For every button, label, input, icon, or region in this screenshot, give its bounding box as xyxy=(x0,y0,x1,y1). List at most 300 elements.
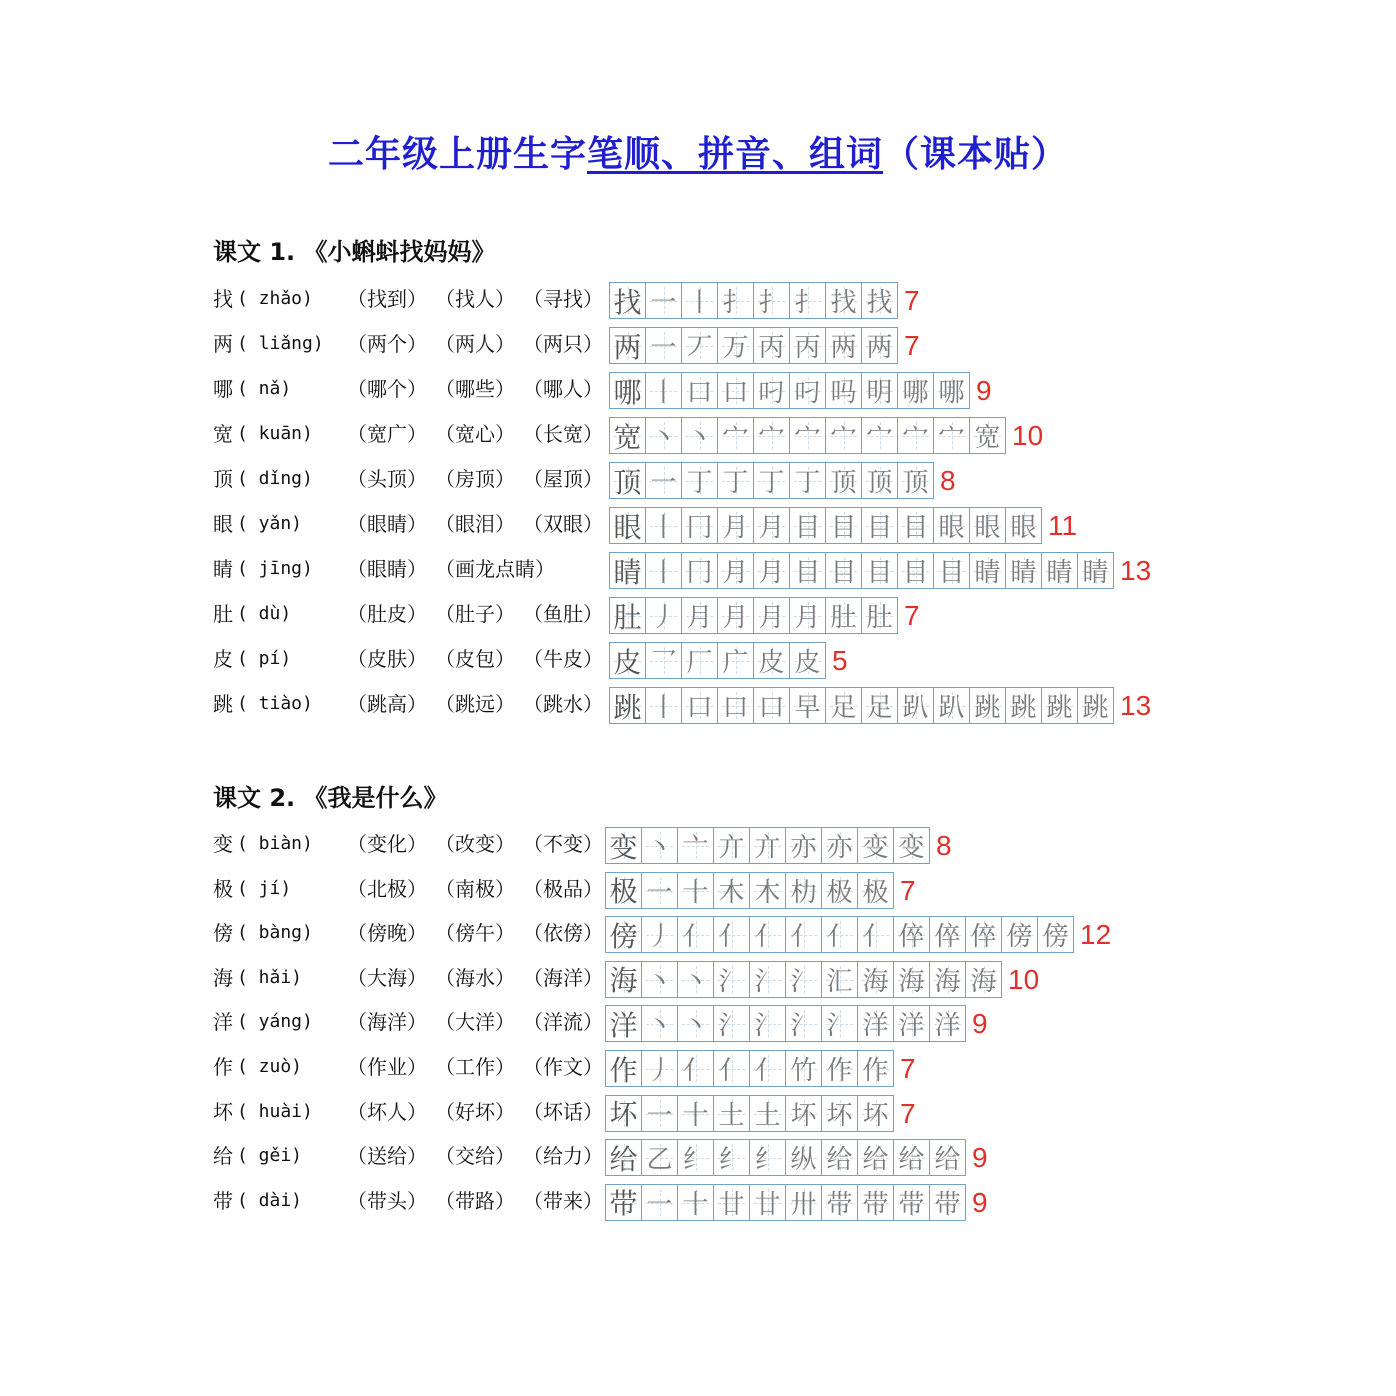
stroke-glyph: 作 xyxy=(826,1056,853,1086)
stroke-cell xyxy=(785,1095,822,1132)
stroke-glyph: 亣 xyxy=(718,833,745,863)
pinyin: ( zuò) xyxy=(237,1056,303,1077)
stroke-order-strip xyxy=(609,684,1151,724)
stroke-cell xyxy=(929,916,966,953)
stroke-glyph: 月 xyxy=(722,558,749,588)
stroke-cell xyxy=(753,687,790,724)
stroke-cell xyxy=(645,462,682,499)
stroke-cell xyxy=(681,642,718,679)
pinyin: ( biàn) xyxy=(237,833,313,854)
stroke-cell xyxy=(713,827,750,864)
character-row xyxy=(213,504,1077,544)
stroke-cell xyxy=(717,327,754,364)
stroke-glyph: 带 xyxy=(934,1189,961,1220)
stroke-glyph: 跳 xyxy=(974,693,1001,723)
stroke-cell xyxy=(641,916,678,953)
word-example: （南极） xyxy=(435,876,515,901)
stroke-glyph: 丶 xyxy=(646,1011,673,1042)
stroke-glyph: 眼 xyxy=(974,513,1001,543)
stroke-glyph: 跳 xyxy=(1010,693,1037,723)
stroke-glyph: 月 xyxy=(794,603,821,633)
word-example: （房顶） xyxy=(435,467,515,491)
character: 洋 xyxy=(213,1010,233,1035)
stroke-glyph: 丿 xyxy=(646,922,673,953)
stroke-glyph: 厂 xyxy=(686,648,713,678)
word-example: （肚皮） xyxy=(347,602,427,626)
stroke-glyph: 肚 xyxy=(830,603,857,633)
stroke-order-strip xyxy=(609,369,992,409)
stroke-glyph: 丨 xyxy=(686,288,713,318)
word-example: （宽心） xyxy=(435,422,515,446)
stroke-cell xyxy=(1005,687,1042,724)
stroke-cell xyxy=(677,1050,714,1087)
word-example: （宽广） xyxy=(347,422,427,446)
stroke-cell xyxy=(1041,552,1078,589)
stroke-glyph: 顶 xyxy=(866,468,893,498)
stroke-cell xyxy=(1077,552,1114,589)
character: 肚 xyxy=(213,602,233,626)
character-row xyxy=(213,594,920,634)
stroke-glyph: 冂 xyxy=(686,513,713,543)
stroke-order-strip xyxy=(605,1092,916,1132)
stroke-glyph: 海 xyxy=(609,964,638,998)
stroke-glyph: 眼 xyxy=(613,510,642,544)
stroke-glyph: 宀 xyxy=(794,423,821,453)
stroke-glyph: 两 xyxy=(866,333,893,363)
stroke-count: 7 xyxy=(900,1097,916,1129)
character-info xyxy=(213,1047,605,1087)
stroke-cell xyxy=(605,1139,642,1176)
stroke-cell xyxy=(645,552,682,589)
character-info xyxy=(213,594,609,634)
character: 跳 xyxy=(213,692,233,716)
stroke-cell xyxy=(897,552,934,589)
stroke-count: 7 xyxy=(904,285,920,316)
stroke-cell xyxy=(645,282,682,319)
word-example: （皮肤） xyxy=(347,647,427,671)
stroke-cell xyxy=(789,552,826,589)
stroke-glyph: 变 xyxy=(862,833,889,863)
stroke-cell xyxy=(753,552,790,589)
stroke-cell xyxy=(605,1184,642,1221)
stroke-cell xyxy=(929,1184,966,1221)
stroke-cell xyxy=(893,827,930,864)
stroke-glyph: 叼 xyxy=(758,378,785,408)
stroke-glyph: 月 xyxy=(686,603,713,633)
character-info xyxy=(213,639,609,679)
pinyin: ( dài) xyxy=(237,1189,303,1211)
stroke-glyph: 宀 xyxy=(902,423,929,453)
stroke-glyph: 傍 xyxy=(1006,922,1033,953)
stroke-glyph: 口 xyxy=(686,693,713,723)
lesson-heading: 课文 1. 《小蝌蚪找妈妈》 xyxy=(213,238,496,266)
character: 皮 xyxy=(213,647,233,671)
stroke-glyph: 亻 xyxy=(754,1056,781,1086)
stroke-glyph: 明 xyxy=(866,378,893,408)
stroke-glyph: 口 xyxy=(722,693,749,723)
stroke-glyph: 丙 xyxy=(758,333,785,363)
stroke-glyph: 目 xyxy=(830,558,857,588)
stroke-cell xyxy=(605,1095,642,1132)
stroke-cell xyxy=(717,372,754,409)
stroke-glyph: 纟 xyxy=(682,1145,709,1176)
word-example: （工作） xyxy=(435,1055,515,1079)
character: 变 xyxy=(213,832,233,856)
stroke-cell xyxy=(1077,687,1114,724)
stroke-cell xyxy=(861,462,898,499)
stroke-glyph: 跳 xyxy=(1082,693,1109,723)
stroke-glyph: 皮 xyxy=(613,645,642,679)
stroke-glyph: 亻 xyxy=(682,1056,709,1086)
character: 宽 xyxy=(213,422,233,446)
stroke-cell xyxy=(821,1095,858,1132)
stroke-cell xyxy=(933,552,970,589)
word-example: （极品） xyxy=(523,876,603,901)
word-example: （肚子） xyxy=(435,602,515,626)
stroke-glyph: 傍 xyxy=(1042,922,1069,953)
stroke-cell xyxy=(825,462,862,499)
stroke-cell xyxy=(897,372,934,409)
word-example: （哪个） xyxy=(347,377,427,401)
word-example: （眼睛） xyxy=(347,512,427,536)
stroke-glyph: 乙 xyxy=(646,1145,673,1176)
stroke-glyph: 坏 xyxy=(790,1100,817,1131)
word-example: （作业） xyxy=(347,1055,427,1079)
word-example: （眼睛） xyxy=(347,557,427,581)
stroke-cell xyxy=(825,507,862,544)
stroke-cell xyxy=(861,417,898,454)
stroke-order-strip xyxy=(609,414,1043,454)
stroke-cell xyxy=(789,417,826,454)
pinyin: ( kuān) xyxy=(237,423,313,444)
stroke-glyph: 作 xyxy=(862,1056,889,1086)
stroke-cell xyxy=(821,1184,858,1221)
word-example: （坏话） xyxy=(523,1099,603,1124)
pinyin: ( huài) xyxy=(237,1100,313,1122)
stroke-glyph: 睛 xyxy=(1046,558,1073,588)
title-part-1: 二年级上册生字 xyxy=(327,133,587,175)
stroke-cell xyxy=(753,372,790,409)
stroke-glyph: 顶 xyxy=(613,465,642,499)
stroke-glyph: 亻 xyxy=(790,922,817,953)
word-example: （寻找） xyxy=(523,287,603,311)
page-title xyxy=(0,126,1396,177)
stroke-cell xyxy=(681,462,718,499)
stroke-glyph: 足 xyxy=(866,693,893,723)
stroke-cell xyxy=(825,597,862,634)
stroke-cell xyxy=(717,507,754,544)
stroke-glyph: 眼 xyxy=(938,513,965,543)
stroke-order-strip xyxy=(605,1136,988,1176)
character: 睛 xyxy=(213,557,233,581)
stroke-glyph: 月 xyxy=(758,513,785,543)
stroke-cell xyxy=(929,1139,966,1176)
stroke-cell xyxy=(857,1139,894,1176)
stroke-cell xyxy=(825,417,862,454)
stroke-cell xyxy=(677,1005,714,1042)
character-row xyxy=(213,1181,988,1221)
stroke-glyph: 氵 xyxy=(754,1011,781,1042)
stroke-cell xyxy=(713,1005,750,1042)
stroke-cell xyxy=(681,372,718,409)
stroke-glyph: 口 xyxy=(758,693,785,723)
stroke-cell xyxy=(789,327,826,364)
stroke-cell xyxy=(785,1139,822,1176)
stroke-count: 9 xyxy=(972,1186,988,1218)
stroke-cell xyxy=(609,552,646,589)
stroke-cell xyxy=(897,507,934,544)
stroke-cell xyxy=(609,642,646,679)
stroke-cell xyxy=(861,597,898,634)
character: 给 xyxy=(213,1144,233,1169)
stroke-glyph: 万 xyxy=(722,333,749,363)
stroke-order-strip xyxy=(609,504,1077,544)
character-row xyxy=(213,869,916,909)
stroke-glyph: 宽 xyxy=(613,420,642,454)
stroke-glyph: 顶 xyxy=(902,468,929,498)
stroke-glyph: 目 xyxy=(794,558,821,588)
stroke-glyph: 月 xyxy=(758,603,785,633)
stroke-cell xyxy=(897,462,934,499)
stroke-count: 13 xyxy=(1120,555,1152,586)
stroke-cell xyxy=(897,687,934,724)
stroke-cell xyxy=(749,1050,786,1087)
stroke-count: 9 xyxy=(976,375,992,406)
stroke-cell xyxy=(677,961,714,998)
stroke-glyph: 氵 xyxy=(790,1011,817,1042)
stroke-glyph: 亻 xyxy=(862,922,889,953)
stroke-cell xyxy=(1001,916,1038,953)
stroke-glyph: 洋 xyxy=(609,1008,638,1042)
word-example: （送给） xyxy=(347,1144,427,1169)
stroke-cell xyxy=(825,552,862,589)
stroke-order-strip xyxy=(605,869,916,909)
stroke-glyph: 宀 xyxy=(722,423,749,453)
character-row xyxy=(213,1092,916,1132)
stroke-glyph: 一 xyxy=(646,877,673,908)
stroke-glyph: 皮 xyxy=(758,648,785,678)
stroke-cell xyxy=(713,872,750,909)
stroke-count: 9 xyxy=(972,1008,988,1040)
stroke-glyph: 肚 xyxy=(866,603,893,633)
stroke-glyph: 眼 xyxy=(1010,513,1037,543)
stroke-glyph: 睛 xyxy=(613,555,642,589)
stroke-cell xyxy=(753,327,790,364)
stroke-glyph: 变 xyxy=(609,830,638,864)
title-part-2: 笔顺、拼音、组词 xyxy=(586,133,883,175)
character: 极 xyxy=(213,876,233,901)
stroke-cell xyxy=(605,1005,642,1042)
stroke-glyph: 倅 xyxy=(970,922,997,953)
stroke-glyph: 作 xyxy=(609,1053,638,1087)
stroke-glyph: 月 xyxy=(722,513,749,543)
stroke-cell xyxy=(605,1050,642,1087)
word-example: （变化） xyxy=(347,832,427,856)
pinyin: ( liǎng) xyxy=(237,333,324,354)
stroke-cell xyxy=(929,961,966,998)
pinyin: ( hǎi) xyxy=(237,966,303,988)
stroke-glyph: 氵 xyxy=(754,966,781,997)
stroke-cell xyxy=(857,827,894,864)
character-row xyxy=(213,684,1151,724)
character-info xyxy=(213,1002,605,1042)
stroke-cell xyxy=(861,552,898,589)
character: 两 xyxy=(213,332,233,356)
stroke-glyph: 丶 xyxy=(646,833,673,863)
character-info xyxy=(213,279,609,319)
stroke-cell xyxy=(681,507,718,544)
word-example: （大洋） xyxy=(435,1010,515,1035)
stroke-count: 7 xyxy=(904,600,920,631)
stroke-glyph: 氵 xyxy=(718,966,745,997)
stroke-cell xyxy=(821,827,858,864)
stroke-glyph: 竹 xyxy=(790,1056,817,1086)
stroke-glyph: 顶 xyxy=(830,468,857,498)
stroke-cell xyxy=(717,417,754,454)
stroke-cell xyxy=(893,1184,930,1221)
word-example: （跳远） xyxy=(435,692,515,716)
stroke-glyph: 丁 xyxy=(722,468,749,498)
stroke-cell xyxy=(825,327,862,364)
word-example: （北极） xyxy=(347,876,427,901)
stroke-glyph: 坏 xyxy=(826,1100,853,1131)
stroke-glyph: 纟 xyxy=(718,1145,745,1176)
stroke-cell xyxy=(609,597,646,634)
stroke-glyph: 朸 xyxy=(790,877,817,908)
stroke-cell xyxy=(749,1139,786,1176)
title-part-3: （课本贴） xyxy=(883,133,1069,175)
character: 带 xyxy=(213,1188,233,1213)
stroke-cell xyxy=(641,1095,678,1132)
stroke-glyph: 吗 xyxy=(830,378,857,408)
stroke-glyph: 一 xyxy=(646,1100,673,1131)
stroke-glyph: 睛 xyxy=(1010,558,1037,588)
stroke-cell xyxy=(857,1095,894,1132)
word-example: （两只） xyxy=(523,332,603,356)
word-example: （哪人） xyxy=(523,377,603,401)
word-example: （带路） xyxy=(435,1188,515,1213)
pinyin: ( pí) xyxy=(237,648,292,669)
stroke-glyph: 丨 xyxy=(650,378,677,408)
stroke-cell xyxy=(785,872,822,909)
stroke-cell xyxy=(717,282,754,319)
stroke-count: 8 xyxy=(936,830,952,861)
character: 哪 xyxy=(213,377,233,401)
character: 顶 xyxy=(213,467,233,491)
stroke-glyph: 宽 xyxy=(974,423,1001,453)
stroke-glyph: 丿 xyxy=(650,603,677,633)
stroke-cell xyxy=(641,1184,678,1221)
stroke-glyph: 坏 xyxy=(609,1098,638,1132)
stroke-glyph: 氵 xyxy=(790,966,817,997)
stroke-cell xyxy=(857,961,894,998)
stroke-cell xyxy=(933,507,970,544)
stroke-glyph: 趴 xyxy=(938,693,965,723)
stroke-count: 13 xyxy=(1120,690,1152,721)
stroke-cell xyxy=(717,642,754,679)
stroke-cell xyxy=(969,687,1006,724)
stroke-glyph: 洋 xyxy=(898,1011,925,1042)
word-example: （牛皮） xyxy=(523,647,603,671)
character-info xyxy=(213,459,609,499)
stroke-glyph: 找 xyxy=(866,288,893,318)
stroke-glyph: 十 xyxy=(682,1189,709,1220)
stroke-cell xyxy=(785,961,822,998)
stroke-glyph: 肚 xyxy=(613,600,642,634)
stroke-glyph: 极 xyxy=(862,877,889,908)
word-example: （鱼肚） xyxy=(523,602,603,626)
pinyin: ( dù) xyxy=(237,603,292,624)
pinyin: ( yáng) xyxy=(237,1011,313,1033)
character-row xyxy=(213,958,1039,998)
character-row xyxy=(213,1047,916,1087)
word-example: （跳水） xyxy=(523,692,603,716)
stroke-glyph: 丁 xyxy=(758,468,785,498)
stroke-glyph: 廿 xyxy=(754,1189,781,1220)
stroke-cell xyxy=(605,961,642,998)
stroke-cell xyxy=(609,327,646,364)
stroke-glyph: 睛 xyxy=(974,558,1001,588)
stroke-glyph: 海 xyxy=(934,966,961,997)
stroke-glyph: 足 xyxy=(830,693,857,723)
stroke-order-strip xyxy=(609,324,920,364)
stroke-cell xyxy=(753,462,790,499)
stroke-glyph: 纟 xyxy=(754,1145,781,1176)
stroke-cell xyxy=(857,872,894,909)
stroke-glyph: 一 xyxy=(650,468,677,498)
stroke-order-strip xyxy=(605,1047,916,1087)
stroke-glyph: 亻 xyxy=(682,922,709,953)
stroke-order-strip xyxy=(605,824,952,864)
stroke-glyph: 给 xyxy=(934,1145,961,1176)
stroke-cell xyxy=(893,1005,930,1042)
stroke-glyph: 带 xyxy=(862,1189,889,1220)
word-example: （找人） xyxy=(435,287,515,311)
stroke-cell xyxy=(641,1005,678,1042)
stroke-cell xyxy=(645,507,682,544)
pinyin: ( jīng) xyxy=(237,558,313,579)
word-example: （两人） xyxy=(435,332,515,356)
stroke-order-strip xyxy=(609,639,848,679)
stroke-cell xyxy=(825,687,862,724)
pinyin: ( gěi) xyxy=(237,1145,303,1167)
stroke-cell xyxy=(641,961,678,998)
character: 找 xyxy=(213,287,233,311)
stroke-cell xyxy=(609,282,646,319)
stroke-glyph: 丙 xyxy=(794,333,821,363)
stroke-count: 9 xyxy=(972,1142,988,1174)
character: 眼 xyxy=(213,512,233,536)
character-row xyxy=(213,459,956,499)
character-info xyxy=(213,414,609,454)
stroke-cell xyxy=(641,872,678,909)
stroke-cell xyxy=(825,372,862,409)
character-row xyxy=(213,414,1043,454)
stroke-glyph: 亻 xyxy=(754,922,781,953)
stroke-cell xyxy=(749,872,786,909)
stroke-cell xyxy=(749,961,786,998)
word-example: （傍晚） xyxy=(347,921,427,946)
stroke-cell xyxy=(677,1095,714,1132)
character-info xyxy=(213,1136,605,1176)
stroke-glyph: 廿 xyxy=(718,1189,745,1220)
stroke-order-strip xyxy=(609,549,1151,589)
stroke-glyph: 宀 xyxy=(758,423,785,453)
character-info xyxy=(213,369,609,409)
stroke-order-strip xyxy=(609,279,920,319)
stroke-cell xyxy=(789,507,826,544)
stroke-glyph: 目 xyxy=(938,558,965,588)
